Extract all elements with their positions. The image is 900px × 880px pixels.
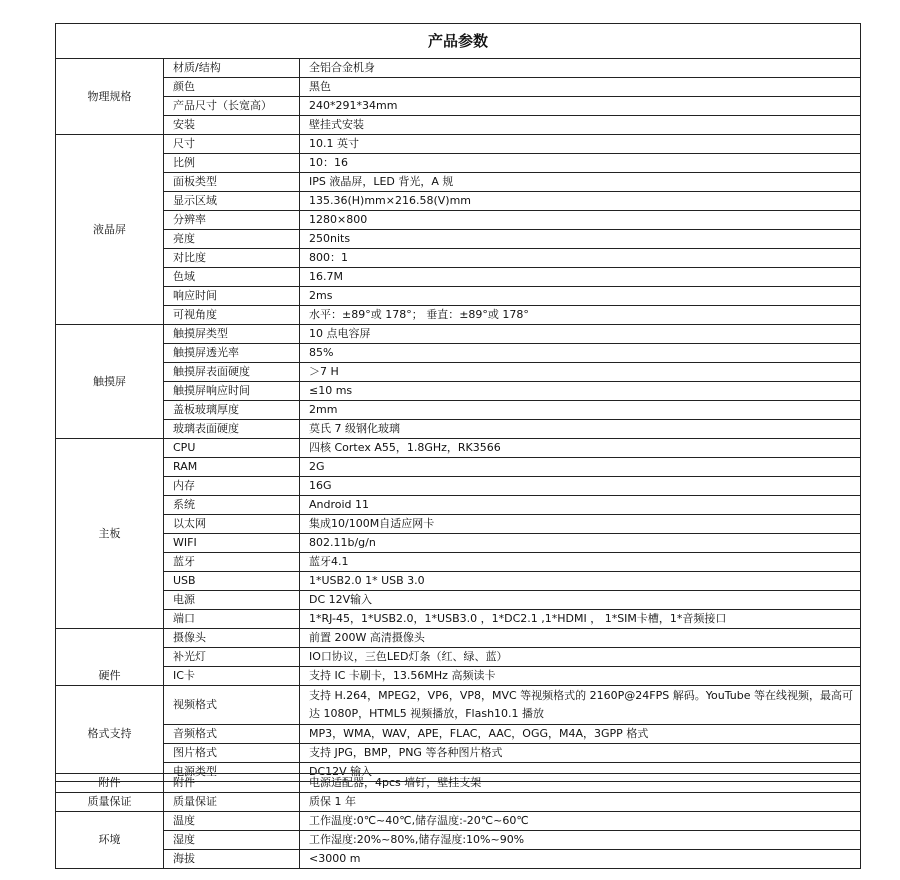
table-row	[56, 744, 861, 763]
param-value: DC 12V输入	[300, 591, 861, 610]
table-row	[56, 629, 861, 648]
table-row	[56, 135, 861, 154]
category-cell: 格式支持	[56, 686, 164, 782]
param-label: 补光灯	[164, 648, 300, 667]
param-label: 系统	[164, 496, 300, 515]
param-value: 2ms	[300, 287, 861, 306]
table-row	[56, 667, 861, 686]
param-label: 视频格式	[164, 686, 300, 725]
param-label: 安装	[164, 116, 300, 135]
param-value: 135.36(H)mm×216.58(V)mm	[300, 192, 861, 211]
param-value: 壁挂式安装	[300, 116, 861, 135]
param-label: 面板类型	[164, 173, 300, 192]
spec-table-extra	[55, 773, 861, 869]
param-value: 16.7M	[300, 268, 861, 287]
param-value: 1*RJ-45，1*USB2.0，1*USB3.0 ，1*DC2.1 ,1*HDMI ， 1*SIM卡槽，1*音频接口	[300, 610, 861, 629]
table-row	[56, 439, 861, 458]
param-label: 分辨率	[164, 211, 300, 230]
param-label: 内存	[164, 477, 300, 496]
table-row	[56, 793, 861, 812]
param-label: 摄像头	[164, 629, 300, 648]
param-value: <3000 m	[300, 850, 861, 869]
param-value: 800：1	[300, 249, 861, 268]
table-row	[56, 325, 861, 344]
param-value: 支持 IC 卡刷卡，13.56MHz 高频读卡	[300, 667, 861, 686]
param-label: 端口	[164, 610, 300, 629]
category-cell: 物理规格	[56, 59, 164, 135]
param-label: 电源	[164, 591, 300, 610]
param-label: 图片格式	[164, 744, 300, 763]
table-title: 产品参数	[56, 24, 861, 59]
param-value: Android 11	[300, 496, 861, 515]
table-row	[56, 812, 861, 831]
param-label: 玻璃表面硬度	[164, 420, 300, 439]
param-label: 颜色	[164, 78, 300, 97]
param-value: 莫氏 7 级钢化玻璃	[300, 420, 861, 439]
param-label: 电源类型	[164, 763, 300, 782]
table-row	[56, 610, 861, 629]
table-row	[56, 591, 861, 610]
param-value: 10.1 英寸	[300, 135, 861, 154]
table-row	[56, 230, 861, 249]
param-value: 全铝合金机身	[300, 59, 861, 78]
param-label: 对比度	[164, 249, 300, 268]
param-value: 2G	[300, 458, 861, 477]
table-row	[56, 850, 861, 869]
param-label: 温度	[164, 812, 300, 831]
param-label: 附件	[164, 774, 300, 793]
table-row	[56, 59, 861, 78]
param-value: 1*USB2.0 1* USB 3.0	[300, 572, 861, 591]
category-cell: 触摸屏	[56, 325, 164, 439]
table-row	[56, 192, 861, 211]
param-label: RAM	[164, 458, 300, 477]
param-value: 黑色	[300, 78, 861, 97]
param-label: 海拔	[164, 850, 300, 869]
param-label: 盖板玻璃厚度	[164, 401, 300, 420]
param-value: 10：16	[300, 154, 861, 173]
table-row	[56, 458, 861, 477]
table-row	[56, 572, 861, 591]
param-value: 1280×800	[300, 211, 861, 230]
table-row	[56, 515, 861, 534]
param-label: 比例	[164, 154, 300, 173]
table-row	[56, 496, 861, 515]
table-row	[56, 211, 861, 230]
param-value: 工作温度:0℃~40℃,储存温度:-20℃~60℃	[300, 812, 861, 831]
table-row	[56, 534, 861, 553]
param-label: USB	[164, 572, 300, 591]
table-row	[56, 97, 861, 116]
param-value: ≤10 ms	[300, 382, 861, 401]
category-cell: 环境	[56, 812, 164, 869]
param-value: 集成10/100M自适应网卡	[300, 515, 861, 534]
param-label: 响应时间	[164, 287, 300, 306]
table-row	[56, 344, 861, 363]
param-value: 802.11b/g/n	[300, 534, 861, 553]
param-label: 蓝牙	[164, 553, 300, 572]
param-value: 电源适配器，4pcs 墙钉，壁挂支架	[300, 774, 861, 793]
param-label: 以太网	[164, 515, 300, 534]
param-value: 16G	[300, 477, 861, 496]
param-value: 水平：±89°或 178°； 垂直：±89°或 178°	[300, 306, 861, 325]
param-value: ＞7 H	[300, 363, 861, 382]
param-value: 前置 200W 高清摄像头	[300, 629, 861, 648]
param-label: 产品尺寸（长宽高）	[164, 97, 300, 116]
table-row	[56, 78, 861, 97]
param-label: 色域	[164, 268, 300, 287]
param-value: 250nits	[300, 230, 861, 249]
table-row	[56, 382, 861, 401]
category-cell: 硬件	[56, 629, 164, 686]
table-row	[56, 154, 861, 173]
param-value: 240*291*34mm	[300, 97, 861, 116]
param-label: 湿度	[164, 831, 300, 850]
param-label: 触摸屏表面硬度	[164, 363, 300, 382]
param-value: 工作湿度:20%~80%,储存湿度:10%~90%	[300, 831, 861, 850]
table-row	[56, 173, 861, 192]
param-label: 可视角度	[164, 306, 300, 325]
table-row	[56, 401, 861, 420]
table-row	[56, 249, 861, 268]
param-value: 支持 H.264，MPEG2，VP6，VP8，MVC 等视频格式的 2160P@24FPS 解码。YouTube 等在线视频，最高可达 1080P，HTML5 视频播放，Flash10.1 播放	[300, 686, 861, 725]
param-label: 亮度	[164, 230, 300, 249]
table-row	[56, 774, 861, 793]
category-cell: 液晶屏	[56, 135, 164, 325]
table-row	[56, 268, 861, 287]
category-cell: 主板	[56, 439, 164, 629]
param-value: 85%	[300, 344, 861, 363]
table-row	[56, 306, 861, 325]
table-row	[56, 686, 861, 725]
table-row	[56, 831, 861, 850]
param-label: 触摸屏响应时间	[164, 382, 300, 401]
param-value: 蓝牙4.1	[300, 553, 861, 572]
category-cell: 质量保证	[56, 793, 164, 812]
param-value: IO口协议，三色LED灯条（红、绿、蓝）	[300, 648, 861, 667]
param-value: 2mm	[300, 401, 861, 420]
param-value: 支持 JPG，BMP，PNG 等各种图片格式	[300, 744, 861, 763]
param-value: DC12V 输入	[300, 763, 861, 782]
spec-table	[55, 23, 861, 782]
param-label: 显示区域	[164, 192, 300, 211]
table-row	[56, 553, 861, 572]
param-value: 10 点电容屏	[300, 325, 861, 344]
param-label: WIFI	[164, 534, 300, 553]
param-label: IC卡	[164, 667, 300, 686]
param-label: CPU	[164, 439, 300, 458]
title-row	[56, 24, 861, 59]
table-row	[56, 648, 861, 667]
table-row	[56, 725, 861, 744]
table-row	[56, 420, 861, 439]
param-label: 触摸屏类型	[164, 325, 300, 344]
param-label: 材质/结构	[164, 59, 300, 78]
param-value: IPS 液晶屏，LED 背光，A 规	[300, 173, 861, 192]
param-value: MP3，WMA，WAV，APE，FLAC，AAC，OGG，M4A，3GPP 格式	[300, 725, 861, 744]
category-cell: 附件	[56, 774, 164, 793]
param-label: 音频格式	[164, 725, 300, 744]
param-label: 质量保证	[164, 793, 300, 812]
table-row	[56, 477, 861, 496]
param-label: 尺寸	[164, 135, 300, 154]
table-row	[56, 116, 861, 135]
table-row	[56, 363, 861, 382]
param-label: 触摸屏透光率	[164, 344, 300, 363]
param-value: 四核 Cortex A55，1.8GHz，RK3566	[300, 439, 861, 458]
table-row	[56, 287, 861, 306]
param-value: 质保 1 年	[300, 793, 861, 812]
